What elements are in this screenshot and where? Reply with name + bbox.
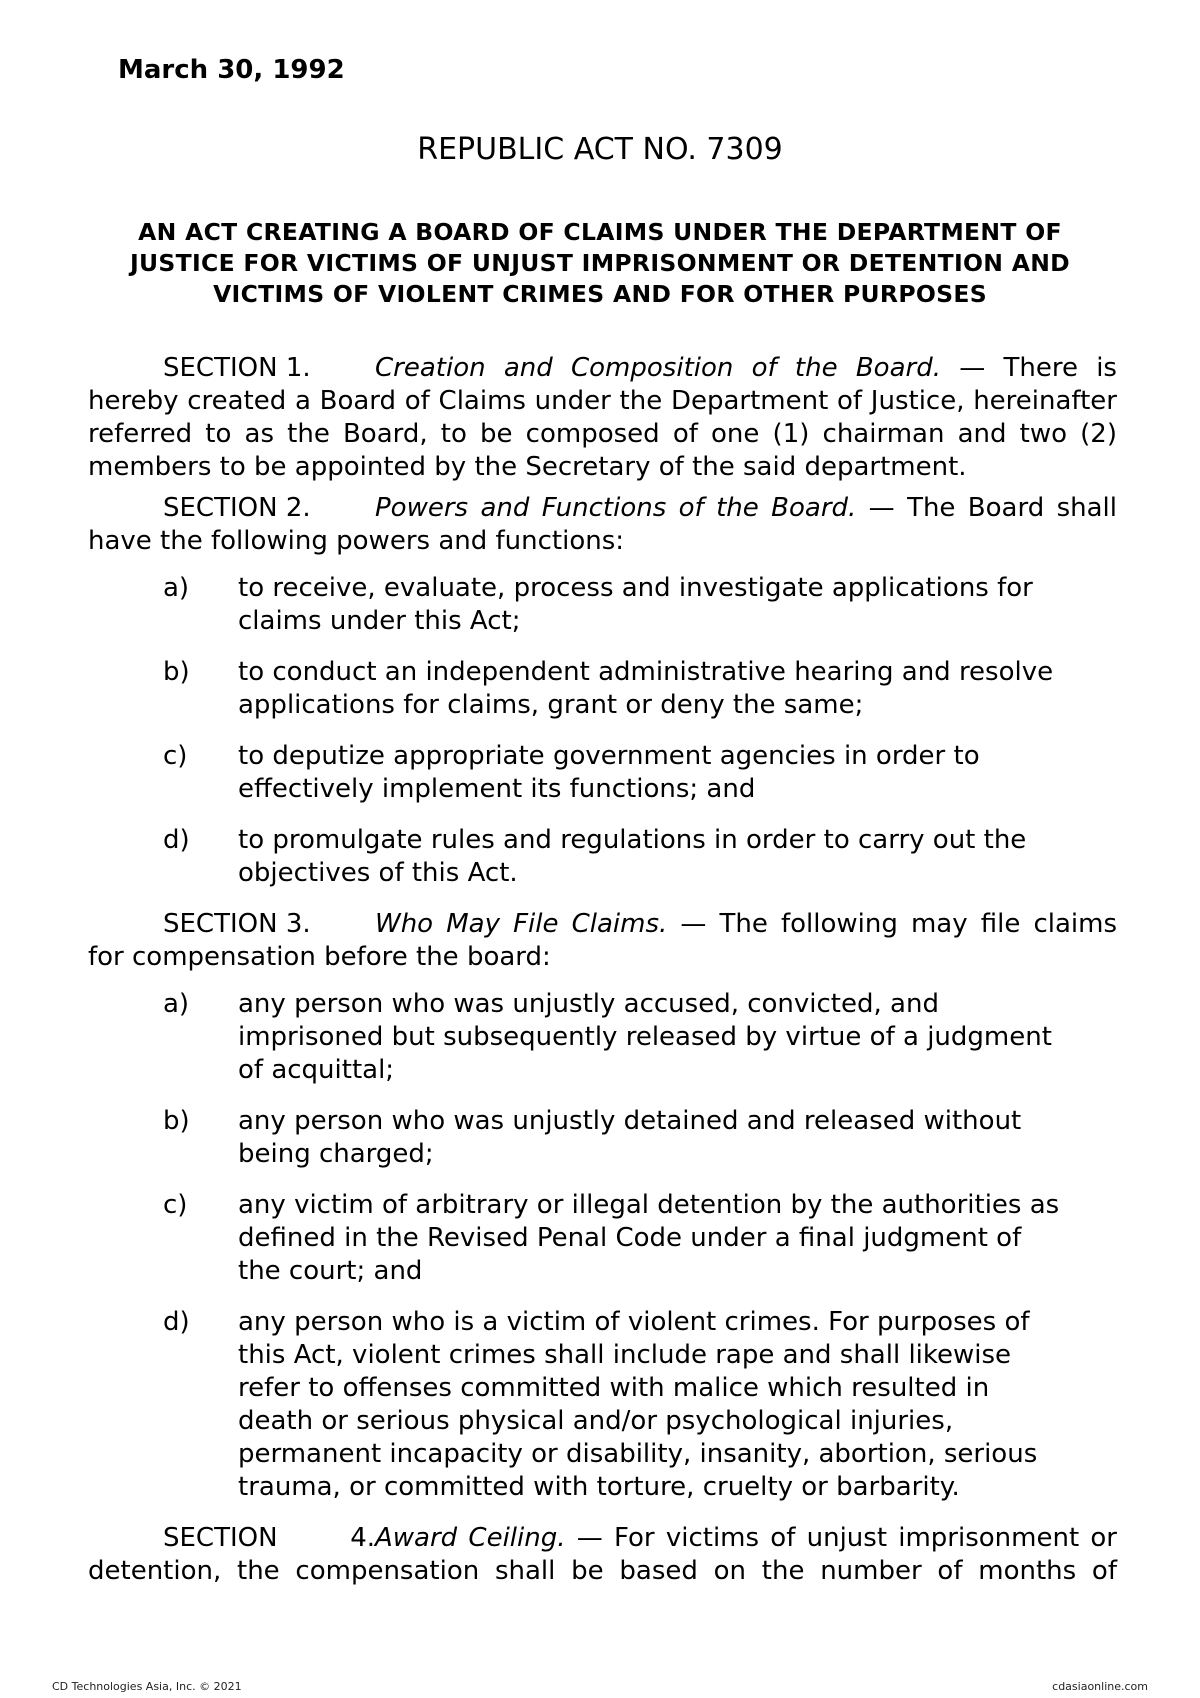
list-item <box>88 1306 1068 1504</box>
section-text: — The following may file claims for compensation before the board: <box>88 909 1117 972</box>
list-item <box>88 1105 1068 1171</box>
section-1 <box>88 352 1117 484</box>
section-title: Award Ceiling. <box>375 1523 566 1553</box>
item-text: to conduct an independent administrative hearing and resolve applications for claims, grant or deny the same; <box>238 657 1054 720</box>
section-number: SECTION 2. <box>163 493 311 523</box>
document-date: March 30, 1992 <box>118 55 345 85</box>
list-item <box>88 824 1068 890</box>
list-item <box>88 740 1068 806</box>
section-number: SECTION 3. <box>163 909 311 939</box>
item-label: a) <box>163 573 190 603</box>
list-item <box>88 1189 1068 1288</box>
item-text: to promulgate rules and regulations in order to carry out the objectives of this Act. <box>238 825 1027 888</box>
section-4 <box>88 1522 1117 1588</box>
act-number: REPUBLIC ACT NO. 7309 <box>417 132 783 167</box>
item-label: c) <box>163 741 188 771</box>
section-title: Powers and Functions of the Board. <box>375 493 857 523</box>
item-text: any person who was unjustly detained and released without being charged; <box>238 1106 1022 1169</box>
item-text: to deputize appropriate government agencies in order to effectively implement its functions; and <box>238 741 980 804</box>
item-text: to receive, evaluate, process and investigate applications for claims under this Act; <box>238 573 1033 636</box>
item-label: b) <box>163 1106 190 1136</box>
section-number: SECTION 1. <box>163 353 311 383</box>
section-title: Creation and Composition of the Board. <box>375 353 941 383</box>
item-label: c) <box>163 1190 188 1220</box>
item-label: a) <box>163 989 190 1019</box>
list-item <box>88 656 1068 722</box>
item-text: any person who was unjustly accused, convicted, and imprisoned but subsequently released by virtue of a judgment of acquittal; <box>238 989 1052 1085</box>
item-text: any victim of arbitrary or illegal detention by the authorities as defined in the Revised Penal Code under a final judgment of the court; and <box>238 1190 1060 1286</box>
item-label: d) <box>163 1307 190 1337</box>
act-title: AN ACT CREATING A BOARD OF CLAIMS UNDER THE DEPARTMENT OF JUSTICE FOR VICTIMS OF UNJUST IMPRISONMENT OR DETENTION AND VICTIMS OF VIOLENT CRIMES AND FOR OTHER PURPOSES <box>130 218 1070 308</box>
item-label: b) <box>163 657 190 687</box>
list-item <box>88 988 1068 1087</box>
item-text: any person who is a victim of violent crimes. For purposes of this Act, violent crimes shall include rape and shall likewise refer to offenses committed with malice which resulted in death or serious physical and/or psychological injuries, permanent incapacity or disability, insanity, abortion, serious trauma, or committed with torture, cruelty or barbarity. <box>238 1307 1038 1502</box>
section-2 <box>88 492 1117 558</box>
footer-website: cdasiaonline.com <box>1052 1680 1148 1693</box>
section-title: Who May File Claims. <box>375 909 668 939</box>
section-text: — The Board shall have the following powers and functions: <box>88 493 1118 556</box>
section-3 <box>88 908 1117 974</box>
list-item <box>88 572 1068 638</box>
section-text: — There is hereby created a Board of Claims under the Department of Justice, hereinafter referred to as the Board, to be composed of one (1) chairman and two (2) members to be appointed by the Secretary of the said department. <box>88 353 1117 482</box>
section-text: — For victims of unjust imprisonment or detention, the compensation shall be based on the number of months of <box>88 1523 1117 1586</box>
section-number: SECTION 4. <box>163 1523 375 1553</box>
item-label: d) <box>163 825 190 855</box>
act-body <box>88 352 1117 1596</box>
footer-copyright: CD Technologies Asia, Inc. © 2021 <box>52 1680 242 1693</box>
